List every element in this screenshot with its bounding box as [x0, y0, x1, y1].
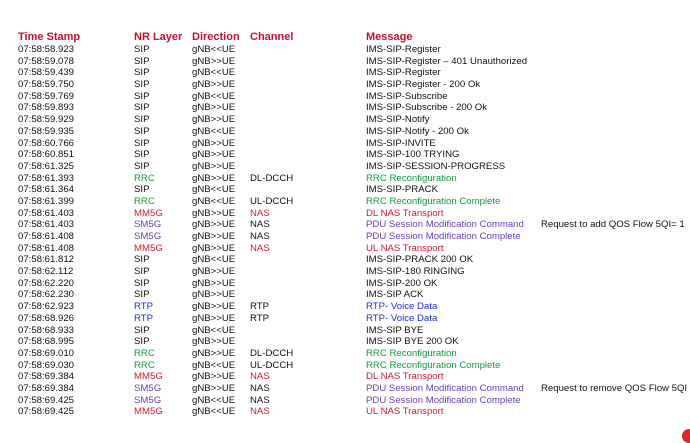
timestamp-cell: 07:58:62.220	[18, 277, 75, 289]
log-row	[18, 383, 690, 395]
timestamp-cell: 07:58:59.893	[18, 102, 75, 114]
direction-cell: gNB>>UE	[192, 266, 236, 278]
note-cell: Request to remove QOS Flow 5QI	[541, 382, 688, 394]
direction-cell: gNB>>UE	[192, 160, 236, 172]
log-row	[18, 126, 690, 138]
message-log	[18, 30, 690, 418]
direction-cell: gNB>>UE	[192, 55, 236, 67]
timestamp-cell: 07:58:61.408	[18, 242, 75, 254]
channel-cell: NAS	[250, 242, 270, 254]
direction-cell: gNB>>UE	[192, 277, 236, 289]
layer-cell: RRC	[134, 347, 155, 359]
log-row	[18, 219, 690, 231]
message-cell: IMS-SIP-100 TRYING	[366, 149, 460, 161]
message-cell: IMS-SIP-Register - 200 Ok	[366, 79, 481, 91]
channel-cell: UL-DCCH	[250, 359, 294, 371]
log-row	[18, 254, 690, 266]
channel-cell: NAS	[250, 394, 270, 406]
message-cell: IMS-SIP-INVITE	[366, 137, 436, 149]
direction-cell: gNB<<UE	[192, 254, 236, 266]
channel-cell: RTP	[250, 312, 270, 324]
layer-cell: RRC	[134, 195, 155, 207]
direction-cell: gNB>>UE	[192, 149, 236, 161]
channel-cell: NAS	[250, 406, 270, 418]
log-row	[18, 336, 690, 348]
header-channel: Channel	[250, 31, 294, 43]
direction-cell: gNB<<UE	[192, 324, 236, 336]
timestamp-cell: 07:58:58.923	[18, 44, 75, 55]
direction-cell: gNB>>UE	[192, 172, 236, 184]
layer-cell: SM5G	[134, 231, 162, 242]
timestamp-cell: 07:58:69.425	[18, 394, 75, 406]
direction-cell: gNB<<UE	[192, 394, 236, 406]
layer-cell: SIP	[134, 44, 150, 55]
timestamp-cell: 07:58:60.851	[18, 149, 75, 161]
message-cell: RRC Reconfiguration Complete	[366, 359, 501, 371]
message-cell: IMS-SIP BYE	[366, 324, 424, 336]
layer-cell: SIP	[134, 55, 150, 67]
layer-cell: SIP	[134, 324, 150, 336]
direction-cell: gNB>>UE	[192, 289, 236, 301]
direction-cell: gNB>>UE	[192, 102, 236, 114]
direction-cell: gNB<<UE	[192, 184, 236, 196]
message-cell: UL NAS Transport	[366, 242, 444, 254]
direction-cell: gNB>>UE	[192, 312, 236, 324]
log-row	[18, 406, 690, 418]
direction-cell: gNB>>UE	[192, 79, 236, 91]
timestamp-cell: 07:58:59.769	[18, 90, 75, 102]
layer-cell: SIP	[134, 149, 150, 161]
direction-cell: gNB<<UE	[192, 359, 236, 371]
channel-cell: NAS	[250, 207, 270, 219]
timestamp-cell: 07:58:61.403	[18, 219, 75, 231]
timestamp-cell: 07:58:61.325	[18, 160, 75, 172]
layer-cell: SIP	[134, 102, 150, 114]
red-dot-icon	[682, 429, 690, 443]
direction-cell: gNB<<UE	[192, 125, 236, 137]
log-row	[18, 56, 690, 68]
channel-cell: NAS	[250, 382, 270, 394]
layer-cell: MM5G	[134, 371, 163, 383]
log-row	[18, 266, 690, 278]
direction-cell: gNB>>UE	[192, 382, 236, 394]
message-cell: RTP- Voice Data	[366, 312, 438, 324]
message-cell: IMS-SIP-180 RINGING	[366, 266, 465, 278]
timestamp-cell: 07:58:68.933	[18, 324, 75, 336]
layer-cell: SIP	[134, 289, 150, 301]
log-row	[18, 67, 690, 79]
log-row	[18, 102, 690, 114]
timestamp-cell: 07:58:69.384	[18, 382, 75, 394]
layer-cell: RTP	[134, 301, 154, 313]
log-row	[18, 208, 690, 220]
layer-cell: SM5G	[134, 382, 162, 394]
log-row	[18, 79, 690, 91]
log-row	[18, 313, 690, 325]
layer-cell: RRC	[134, 172, 155, 184]
layer-cell: SIP	[134, 137, 150, 149]
layer-cell: SIP	[134, 125, 150, 137]
direction-cell: gNB<<UE	[192, 90, 236, 102]
header-direction: Direction	[192, 31, 240, 43]
log-row	[18, 173, 690, 185]
log-row	[18, 289, 690, 301]
message-cell: DL NAS Transport	[366, 371, 444, 383]
message-cell: IMS-SIP-Register – 401 Unauthorized	[366, 55, 528, 67]
timestamp-cell: 07:58:61.403	[18, 207, 75, 219]
channel-cell: NAS	[250, 231, 270, 242]
direction-cell: gNB>>UE	[192, 242, 236, 254]
direction-cell: gNB>>UE	[192, 114, 236, 126]
layer-cell: SIP	[134, 184, 150, 196]
timestamp-cell: 07:58:59.929	[18, 114, 75, 126]
direction-cell: gNB<<UE	[192, 195, 236, 207]
direction-cell: gNB<<UE	[192, 44, 236, 55]
channel-cell: DL-DCCH	[250, 347, 294, 359]
message-cell: PDU Session Modification Command	[366, 382, 524, 394]
direction-cell: gNB>>UE	[192, 371, 236, 383]
timestamp-cell: 07:58:60.766	[18, 137, 75, 149]
log-row	[18, 360, 690, 372]
log-row	[18, 114, 690, 126]
channel-cell: UL-DCCH	[250, 195, 294, 207]
timestamp-cell: 07:58:62.923	[18, 301, 75, 313]
message-cell: IMS-SIP-Register	[366, 67, 441, 79]
timestamp-cell: 07:58:68.926	[18, 312, 75, 324]
direction-cell: gNB>>UE	[192, 219, 236, 231]
message-cell: RRC Reconfiguration Complete	[366, 195, 501, 207]
message-cell: IMS-SIP ACK	[366, 289, 424, 301]
timestamp-cell: 07:58:69.030	[18, 359, 75, 371]
log-row	[18, 278, 690, 290]
channel-cell: NAS	[250, 219, 270, 231]
header-timestamp: Time Stamp	[18, 31, 81, 43]
message-cell: UL NAS Transport	[366, 406, 444, 418]
layer-cell: SIP	[134, 67, 150, 79]
layer-cell: SIP	[134, 254, 150, 266]
timestamp-cell: 07:58:69.384	[18, 371, 75, 383]
layer-cell: SIP	[134, 114, 150, 126]
message-cell: PDU Session Modification Command	[366, 219, 524, 231]
channel-cell: NAS	[250, 371, 270, 383]
message-cell: IMS-SIP BYE 200 OK	[366, 336, 459, 348]
message-cell: IMS-SIP-Notify - 200 Ok	[366, 125, 469, 137]
layer-cell: MM5G	[134, 207, 163, 219]
direction-cell: gNB>>UE	[192, 231, 236, 242]
message-cell: IMS-SIP-SESSION-PROGRESS	[366, 160, 506, 172]
message-cell: DL NAS Transport	[366, 207, 444, 219]
layer-cell: SIP	[134, 336, 150, 348]
layer-cell: MM5G	[134, 242, 163, 254]
timestamp-cell: 07:58:62.112	[18, 266, 74, 278]
timestamp-cell: 07:58:61.364	[18, 184, 75, 196]
message-cell: RTP- Voice Data	[366, 301, 438, 313]
layer-cell: SIP	[134, 79, 150, 91]
log-row	[18, 44, 690, 56]
layer-cell: RRC	[134, 359, 155, 371]
message-cell: IMS-SIP-Notify	[366, 114, 430, 126]
log-row	[18, 348, 690, 360]
message-cell: IMS-SIP-200 OK	[366, 277, 438, 289]
direction-cell: gNB>>UE	[192, 336, 236, 348]
message-cell: IMS-SIP-PRACK	[366, 184, 438, 196]
timestamp-cell: 07:58:59.750	[18, 79, 75, 91]
message-cell: PDU Session Modification Complete	[366, 394, 521, 406]
timestamp-cell: 07:58:61.812	[18, 254, 75, 266]
log-rows	[18, 44, 690, 418]
message-cell: IMS-SIP-PRACK 200 OK	[366, 254, 474, 266]
timestamp-cell: 07:58:59.439	[18, 67, 75, 79]
channel-cell: DL-DCCH	[250, 172, 294, 184]
log-row	[18, 161, 690, 173]
timestamp-cell: 07:58:61.399	[18, 195, 75, 207]
layer-cell: SIP	[134, 90, 150, 102]
message-cell: RRC Reconfiguration	[366, 172, 457, 184]
log-row	[18, 196, 690, 208]
direction-cell: gNB>>UE	[192, 347, 236, 359]
log-row	[18, 243, 690, 255]
message-cell: IMS-SIP-Subscribe - 200 Ok	[366, 102, 488, 114]
layer-cell: RTP	[134, 312, 154, 324]
layer-cell: SM5G	[134, 394, 162, 406]
timestamp-cell: 07:58:61.408	[18, 231, 75, 242]
log-row	[18, 301, 690, 313]
direction-cell: gNB>>UE	[192, 301, 236, 313]
log-row	[18, 149, 690, 161]
log-row	[18, 231, 690, 243]
direction-cell: gNB<<UE	[192, 67, 236, 79]
header-nr-layer: NR Layer	[134, 31, 183, 43]
note-cell: Request to add QOS Flow 5QI= 1	[541, 219, 685, 231]
layer-cell: SM5G	[134, 219, 162, 231]
header-message: Message	[366, 31, 413, 43]
log-row	[18, 184, 690, 196]
layer-cell: SIP	[134, 160, 150, 172]
log-row	[18, 371, 690, 383]
layer-cell: MM5G	[134, 406, 163, 418]
timestamp-cell: 07:58:59.078	[18, 55, 75, 67]
timestamp-cell: 07:58:69.010	[18, 347, 75, 359]
direction-cell: gNB>>UE	[192, 137, 236, 149]
log-row	[18, 395, 690, 407]
header-row	[18, 30, 690, 44]
message-cell: PDU Session Modification Complete	[366, 231, 521, 242]
direction-cell: gNB>>UE	[192, 207, 236, 219]
message-cell: RRC Reconfiguration	[366, 347, 457, 359]
timestamp-cell: 07:58:59.935	[18, 125, 75, 137]
timestamp-cell: 07:58:68.995	[18, 336, 75, 348]
log-row	[18, 91, 690, 103]
layer-cell: SIP	[134, 266, 150, 278]
timestamp-cell: 07:58:61.393	[18, 172, 75, 184]
timestamp-cell: 07:58:69.425	[18, 406, 75, 418]
layer-cell: SIP	[134, 277, 150, 289]
direction-cell: gNB<<UE	[192, 406, 236, 418]
timestamp-cell: 07:58:62.230	[18, 289, 75, 301]
log-row	[18, 325, 690, 337]
channel-cell: RTP	[250, 301, 270, 313]
message-cell: IMS-SIP-Register	[366, 44, 441, 55]
log-row	[18, 138, 690, 150]
message-cell: IMS-SIP-Subscribe	[366, 90, 448, 102]
